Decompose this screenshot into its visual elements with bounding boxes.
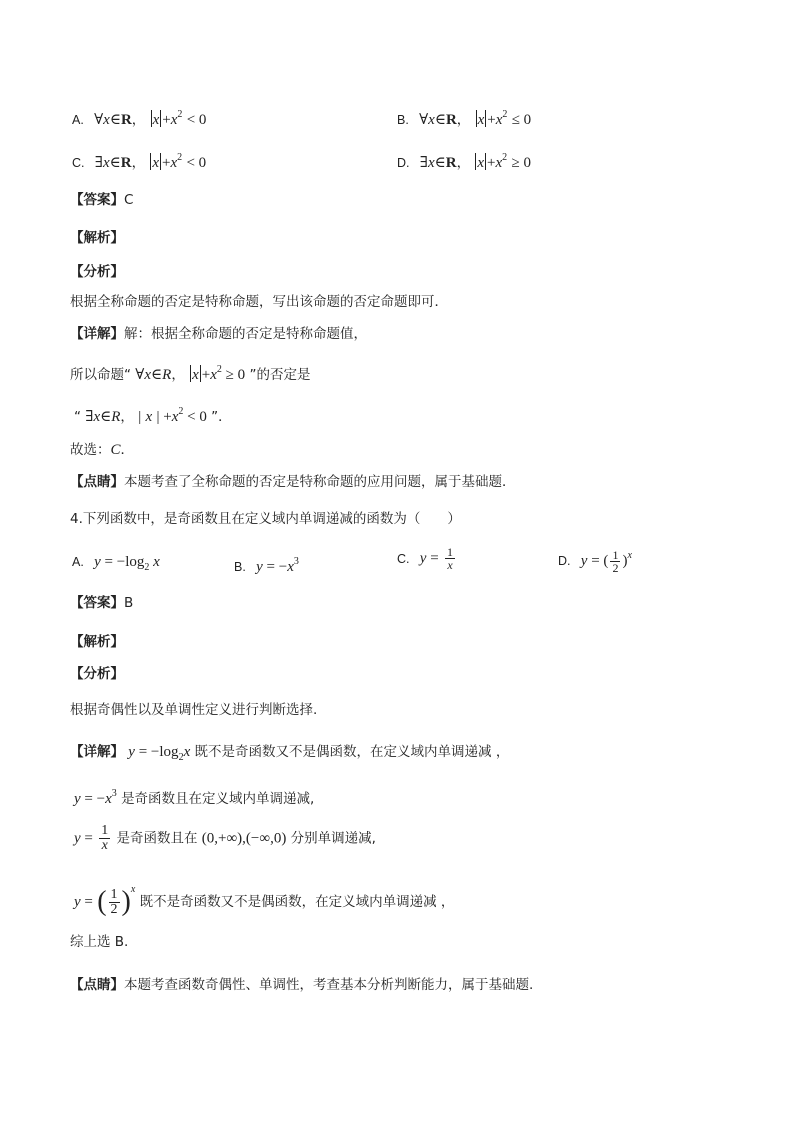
q3-detail-line3: “ ∃x∈R， | x | $+x^2 < 0$ ”． <box>74 406 232 425</box>
detail-tag: 【详解】 <box>70 326 124 342</box>
q4-fenxi-tag <box>70 664 124 684</box>
q3-detail <box>70 324 367 344</box>
variable: x <box>495 155 503 171</box>
relation: ≥ 0 <box>511 155 531 171</box>
q3-option-b[interactable]: B. ∀x∈R， $x +x^2 \le 0$ <box>397 109 532 128</box>
answer-tag: 【答案】 <box>70 192 124 208</box>
detail-text: 分别单调递减, <box>290 830 376 847</box>
q4-option-b[interactable]: B. $y = -x^3$ <box>234 556 299 575</box>
q3-option-c[interactable]: C. ∃x∈R， $x +x^2 < 0$ <box>72 152 207 171</box>
q4-detail-line4: y = ( $\frac{1}{2}$ )$^x$ 既不是奇函数又不是偶函数，在定义域内单调递减 ， <box>74 884 455 917</box>
text: “ <box>74 409 81 425</box>
variable: x <box>495 112 503 128</box>
q4-answer <box>70 593 133 613</box>
set-symbol: R <box>445 155 457 171</box>
text: ． <box>120 442 135 458</box>
dianjing-text: 本题考查函数奇偶性、单调性，考查基本分析判断能力，属于基础题. <box>124 977 534 993</box>
q4-detail-line2: $y = -x^3$ 是奇函数且在定义域内单调递减, <box>74 788 315 807</box>
option-label: A. <box>72 113 84 127</box>
q4-option-d[interactable]: D. y = ( $\frac{1}{2}$ )$^x$ <box>558 547 632 575</box>
variable: x <box>103 112 110 128</box>
element-of: ∈ <box>109 112 121 128</box>
choose-value: C <box>110 442 121 458</box>
variable: x <box>152 112 160 128</box>
text: 所以命题“ <box>70 367 131 383</box>
variable: x <box>428 112 435 128</box>
q3-dianjing <box>70 472 516 492</box>
comma: ， <box>456 155 471 171</box>
detail-text: 既不是奇函数又不是偶函数，在定义域内单调递减 ， <box>194 744 510 760</box>
option-label: B. <box>234 560 246 574</box>
set-symbol: R <box>120 112 132 128</box>
comma: ， <box>131 155 146 171</box>
q4-summary: 综上选 B. <box>70 934 129 950</box>
q3-fenxi-tag <box>70 262 124 282</box>
text: ”的否定是 <box>249 367 311 383</box>
dianjing-tag: 【点睛】 <box>70 977 124 993</box>
element-of: ∈ <box>109 155 121 171</box>
exponent: 2 <box>177 109 183 120</box>
quantifier: ∀ <box>419 112 429 128</box>
fenxi-tag: 【分析】 <box>70 264 124 280</box>
q3-option-a[interactable]: A. ∀x∈R， $x +x^2 < 0$ <box>72 109 207 128</box>
relation: < 0 <box>186 112 207 128</box>
q4-fenxi-text: 根据奇偶性以及单调性定义进行判断选择. <box>70 702 318 718</box>
element-of: ∈ <box>434 112 446 128</box>
detail-text: 是奇函数且在 <box>116 830 198 847</box>
q4-detail-line3: y = $\frac{1}{x}$ 是奇函数且在 (0,+∞),(−∞,0) 分别单调递减, <box>74 823 376 853</box>
q3-answer <box>70 190 133 210</box>
q3-detail-line2: 所以命题“ ∀x∈R， $x +x^2 \ge 0$ ”的否定是 <box>70 364 311 383</box>
option-label: A. <box>72 555 84 569</box>
detail-text: 解：根据全称命题的否定是特称命题值， <box>124 326 367 342</box>
quantifier: ∀ <box>94 112 104 128</box>
fenxi-tag: 【分析】 <box>70 666 124 682</box>
variable: x <box>170 112 178 128</box>
answer-value: C <box>124 192 134 208</box>
variable: x <box>427 155 435 171</box>
comma: ， <box>131 112 146 128</box>
q3-fenxi-text: 根据全称命题的否定是特称命题，写出该命题的否定命题即可． <box>70 294 448 310</box>
variable: x <box>170 155 178 171</box>
q3-choose <box>70 440 134 460</box>
dianjing-text: 本题考查了全称命题的否定是特称命题的应用问题，属于基础题． <box>124 474 516 490</box>
option-label: D. <box>397 156 410 170</box>
q4-analysis-tag <box>70 632 124 652</box>
analysis-tag: 【解析】 <box>70 230 124 246</box>
set-symbol: R <box>120 155 132 171</box>
quantifier: ∃ <box>419 155 428 171</box>
text: ”． <box>211 409 232 425</box>
option-label: B. <box>397 113 409 127</box>
detail-tag: 【详解】 <box>70 744 124 760</box>
comma: ， <box>456 112 471 128</box>
option-label: D. <box>558 554 571 568</box>
option-label: C. <box>397 551 410 566</box>
option-label: C. <box>72 156 85 170</box>
answer-tag: 【答案】 <box>70 595 124 611</box>
set-symbol: R <box>445 112 457 128</box>
variable: x <box>102 155 110 171</box>
detail-text: 是奇函数且在定义域内单调递减, <box>121 791 315 807</box>
exponent: 2 <box>177 152 183 163</box>
q3-option-d[interactable]: D. ∃x∈R， $x +x^2 \ge 0$ <box>397 152 531 171</box>
variable: x <box>152 155 160 171</box>
answer-value: B <box>124 595 134 611</box>
relation: < 0 <box>186 155 207 171</box>
q4-dianjing <box>70 975 533 995</box>
exponent: 2 <box>502 109 508 120</box>
analysis-tag: 【解析】 <box>70 634 124 650</box>
relation: ≤ 0 <box>511 112 532 128</box>
variable: x <box>477 112 485 128</box>
quantifier: ∃ <box>94 155 103 171</box>
element-of: ∈ <box>434 155 446 171</box>
dianjing-tag: 【点睛】 <box>70 474 124 490</box>
detail-text: 既不是奇函数又不是偶函数，在定义域内单调递减 ， <box>139 894 455 910</box>
variable: x <box>477 155 485 171</box>
q3-analysis-tag <box>70 228 124 248</box>
q4-detail-line1: 【详解】 $y = -\log_2x$ 既不是奇函数又不是偶函数，在定义域内单调递减 ， <box>70 744 510 763</box>
exponent: 2 <box>502 152 508 163</box>
q4-option-a[interactable]: A. $y = -\log_2$ x <box>72 554 160 573</box>
q4-option-c[interactable]: C. y = $\frac{1}{x}$ <box>397 545 453 572</box>
q4-stem: 4.下列函数中，是奇函数且在定义域内单调递减的函数为（ ） <box>70 511 461 527</box>
text: 故选： <box>70 442 111 458</box>
